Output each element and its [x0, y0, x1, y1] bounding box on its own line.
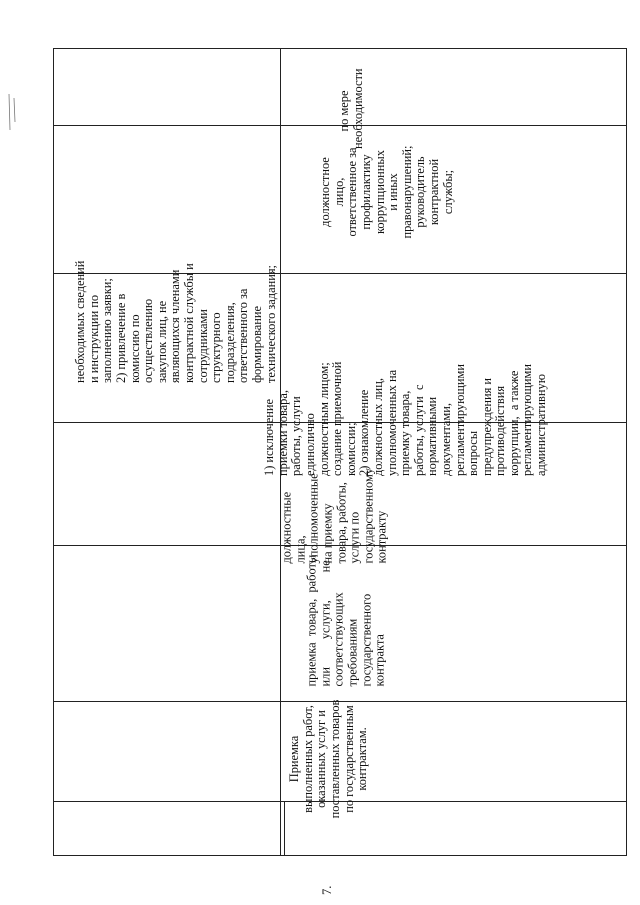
- scan-artifact-mark: [6, 92, 18, 132]
- row-7-measures-cell: [236, 330, 549, 478]
- row-7-deadline-text: по мере необходимости: [337, 68, 365, 149]
- row-7-risk-text: приемка товара, работы или услуги, не соответствующих требованиям государственного контракта: [304, 554, 387, 687]
- row-7-procedure-cell: [261, 681, 370, 837]
- row-7-officials-text: должностные лица, уполномоченные на приемку товара, работы, услуги по государственному контракту: [279, 468, 389, 564]
- row-7-procedure-text: Приемка выполненных работ, оказанных услуг и поставленных товаров по государственным контрактам.: [287, 699, 370, 819]
- row-7-measures-text: 1) исключение приемки товара, работы, услуги единолично должностным лицом; создание приемочной комиссии; 2) ознакомление должностных лиц, уполномоченных на приемку товара, работы, услуги с нормативными документами, регламентирующими вопросы предупреждения и противодействия коррупции, а также регламентирующими административную: [262, 361, 549, 476]
- row-7-responsible-text: должностное лицо, ответственное за профилактику коррупционных и иных правонарушений; руководитель контрактной службы;: [318, 145, 455, 239]
- top-row-measures-text: необходимых сведений и инструкции по заполнению заявки; 2) привлечение в комиссию по осуществлению закупок лиц, не являющихся членами контрактной службы и сотрудниками структурного подразделения, ответственного за формирование технического задания;: [73, 260, 278, 383]
- row-7-deadline-cell: [311, 68, 365, 149]
- row-7-number: 7.: [320, 885, 335, 895]
